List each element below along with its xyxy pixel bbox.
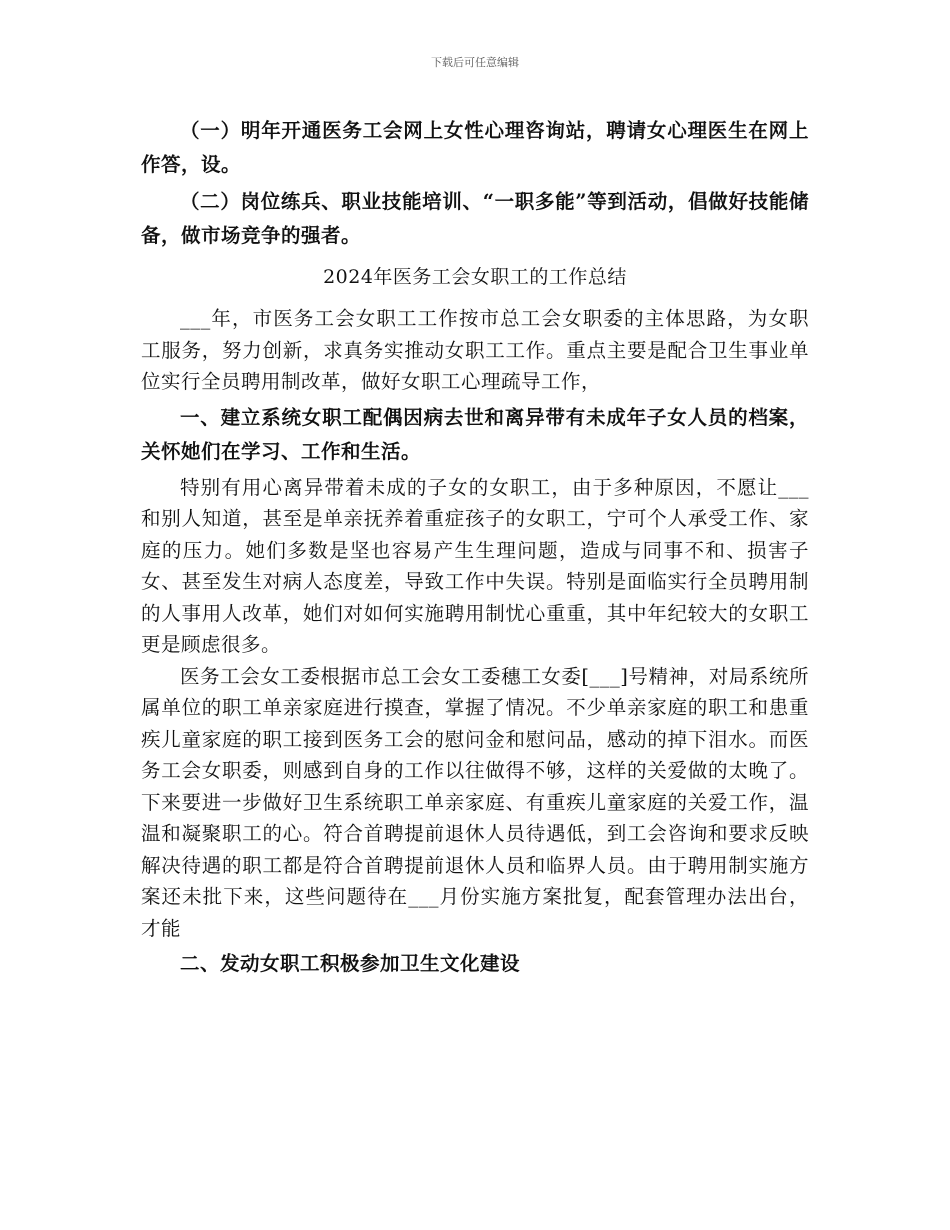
section-1-paragraph-1: 特别有用心离异带着未成的子女的女职工，由于多种原因，不愿让___和别人知道，甚至是单亲抚养着重症孩子的女职工，宁可个人承受工作、家庭的压力。她们多数是坚也容易产生生理问题，造成与同事不和、损害子女、甚至发生对病人态度差，导致工作中失误。特别是面临实行全员聘用制的人事用人改革，她们对如何实施聘用制忧心重重，其中年纪较大的女职工更是顾虑很多。 xyxy=(141,475,809,656)
section-1-paragraph-2: 医务工会女工委根据市总工会女工委穗工女委[___]号精神，对局系统所属单位的职工单亲家庭进行摸查，掌握了情况。不少单亲家庭的职工和患重疾儿童家庭的职工接到医务工会的慰问金和慰问品，感动的掉下泪水。而医务工会女职委，则感到自身的工作以往做得不够，这样的关爱做的太晚了。下来要进一步做好卫生系统职工单亲家庭、有重疾儿童家庭的关爱工作，温温和凝聚职工的心。符合首聘提前退休人员待遇低，到工会咨询和要求反映解决待遇的职工都是符合首聘提前退休人员和临界人员。由于聘用制实施方案还未批下来，这些问题待在___月份实施方案批复，配套管理办法出台，才能 xyxy=(141,664,809,940)
header-note: 下载后可任意编辑 xyxy=(431,56,519,69)
section-1-heading: 一、建立系统女职工配偶因病去世和离异带有未成年子女人员的档案，关怀她们在学习、工作和生活。 xyxy=(141,405,809,463)
section-2-heading: 二、发动女职工积极参加卫生文化建设 xyxy=(180,952,521,975)
intro-paragraph: ___年，市医务工会女职工工作按市总工会女职委的主体思路，为女职工服务，努力创新，求真务实推动女职工工作。重点主要是配合卫生事业单位实行全员聘用制改革，做好女职工心理疏导工作， xyxy=(141,307,809,393)
document-title: 2024年医务工会女职工的工作总结 xyxy=(323,266,627,288)
paragraph-item-2: （二）岗位练兵、职业技能培训、“一职多能”等到活动，倡做好技能储备，做市场竞争的强者。 xyxy=(141,190,809,247)
document-body xyxy=(141,111,809,984)
paragraph-item-1: （一）明年开通医务工会网上女性心理咨询站，聘请女心理医生在网上作答，设。 xyxy=(141,119,809,176)
